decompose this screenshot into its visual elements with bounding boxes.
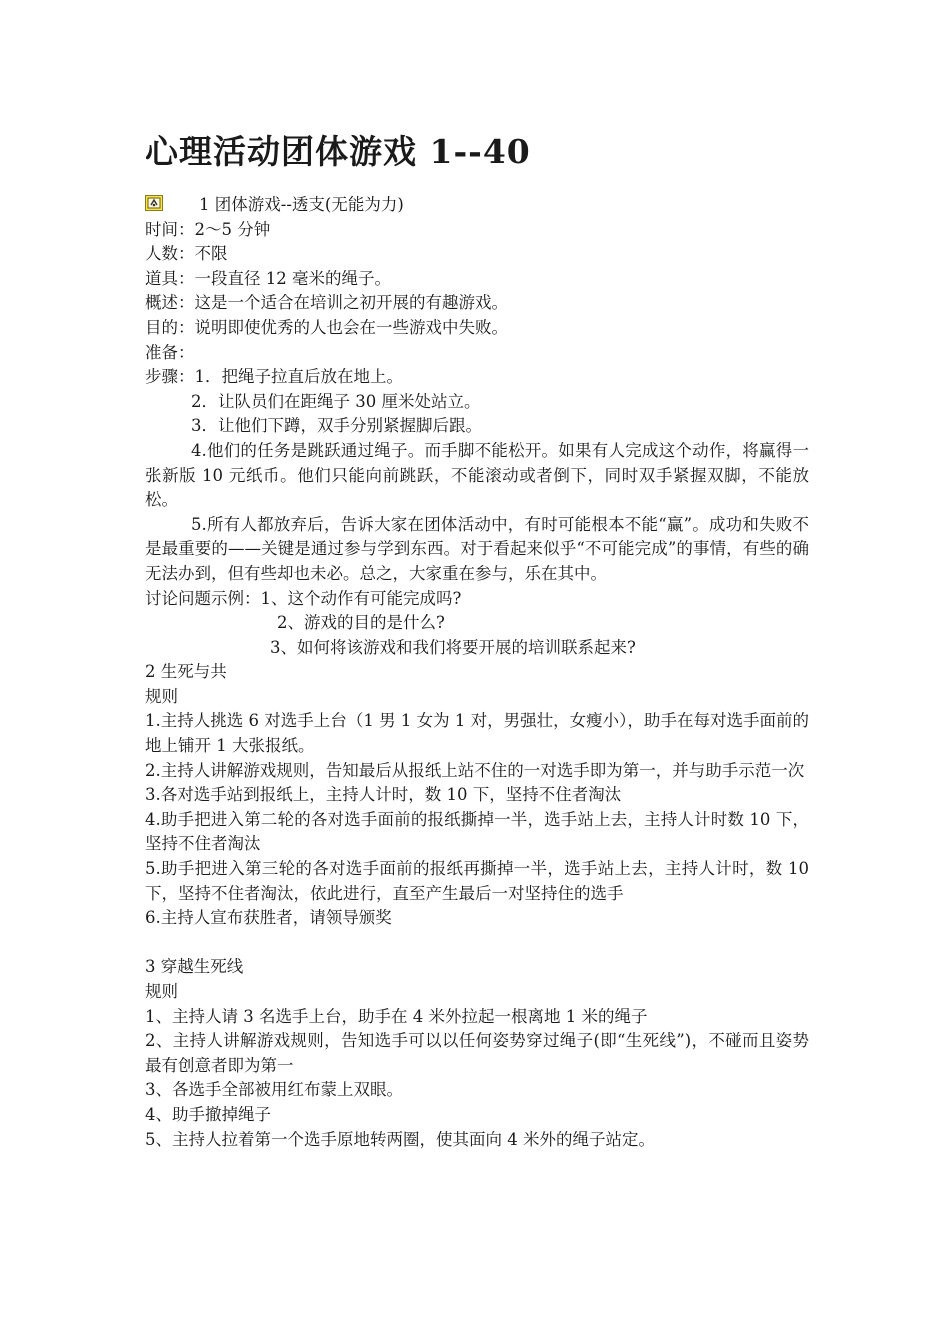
game1-heading: 1 团体游戏--透支(无能为力) <box>199 195 404 214</box>
game2-rule5: 5.助手把进入第三轮的各对选手面前的报纸再撕掉一半，选手站上去，主持人计时，数 10 下，坚持不住者淘汰，依此进行，直至产生最后一对坚持住的选手 <box>145 859 809 903</box>
game3-rule3: 3、各选手全部被用红布蒙上双眼。 <box>145 1080 403 1100</box>
game1-discussion3: 3、如何将该游戏和我们将要开展的培训联系起来? <box>270 637 636 657</box>
game1-step4: 4.他们的任务是跳跃通过绳子。而手脚不能松开。如果有人完成这个动作，将赢得一张新版 10 元纸币。他们只能向前跳跃，不能滚动或者倒下，同时双手紧握双脚，不能放松。 <box>145 440 809 510</box>
game1-props: 道具：一段直径 12 毫米的绳子。 <box>145 268 391 288</box>
game1-people: 人数：不限 <box>145 244 228 264</box>
game2-rule1: 1.主持人挑选 6 对选手上台（1 男 1 女为 1 对，男强壮，女瘦小），助手在每对选手面前的地上铺开 1 大张报纸。 <box>145 711 809 756</box>
game1-step3: 3．让他们下蹲，双手分别紧握脚后跟。 <box>191 416 482 436</box>
game3-heading: 3 穿越生死线 <box>145 957 244 977</box>
game1-prep: 准备： <box>145 342 195 362</box>
game1-purpose: 目的：说明即使优秀的人也会在一些游戏中失败。 <box>145 317 508 337</box>
game2-rule3: 3.各对选手站到报纸上，主持人计时，数 10 下，坚持不住者淘汰 <box>145 785 622 805</box>
game1-heading-row <box>145 193 809 218</box>
game2-heading: 2 生死与共 <box>145 662 227 682</box>
game1-time: 时间：2～5 分钟 <box>145 219 271 239</box>
game3-rule2: 2、主持人讲解游戏规则，告知选手可以以任何姿势穿过绳子(即“生死线”)，不碰而且姿势最有创意者即为第一 <box>145 1031 809 1075</box>
game1-overview: 概述：这是一个适合在培训之初开展的有趣游戏。 <box>145 293 508 313</box>
game2-rule4: 4.助手把进入第二轮的各对选手面前的报纸撕掉一半，选手站上去，主持人计时数 10 下，坚持不住者淘汰 <box>145 809 809 854</box>
game2-rule2: 2.主持人讲解游戏规则，告知最后从报纸上站不住的一对选手即为第一，并与助手示范一次 <box>145 760 805 780</box>
game1-step1: 步骤：1．把绳子拉直后放在地上。 <box>145 367 403 387</box>
game3-rules-label: 规则 <box>145 982 178 1001</box>
document-body <box>145 193 809 1152</box>
section-spacer <box>145 931 809 956</box>
game2-rule6: 6.主持人宣布获胜者，请领导颁奖 <box>145 908 392 928</box>
game1-discussion2: 2、游戏的目的是什么? <box>277 613 445 633</box>
game3-rule4: 4、助手撤掉绳子 <box>145 1104 271 1124</box>
page-title: 心理活动团体游戏 1--40 <box>145 132 531 171</box>
document-link-icon[interactable] <box>145 195 163 211</box>
game3-rule5: 5、主持人拉着第一个选手原地转两圈，使其面向 4 米外的绳子站定。 <box>145 1129 655 1149</box>
game1-discussion1: 讨论问题示例：1、这个动作有可能完成吗? <box>145 588 462 608</box>
game1-step5: 5.所有人都放弃后，告诉大家在团体活动中，有时可能根本不能“赢”。成功和失败不是最重要的——关键是通过参与学到东西。对于看起来似乎“不可能完成”的事情，有些的确无法办到，但有些却也未必。总之，大家重在参与，乐在其中。 <box>145 514 809 583</box>
game2-rules-label: 规则 <box>145 686 178 706</box>
game1-step2: 2．让队员们在距绳子 30 厘米处站立。 <box>191 391 481 411</box>
game3-rule1: 1、主持人请 3 名选手上台，助手在 4 米外拉起一根离地 1 米的绳子 <box>145 1006 648 1026</box>
